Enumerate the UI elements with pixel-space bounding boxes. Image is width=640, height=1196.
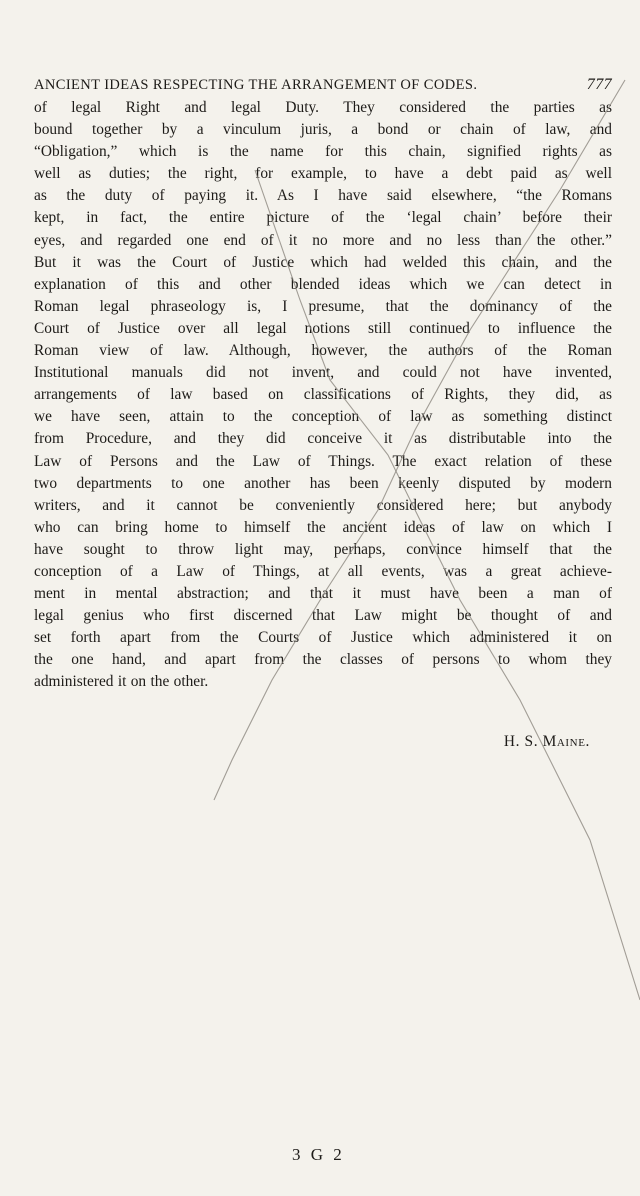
text-line: who can bring home to himself the ancient ideas of law on which I xyxy=(34,518,612,536)
text-line: administered it on the other. xyxy=(34,673,209,691)
body-paragraph xyxy=(34,97,612,694)
text-line: arrangements of law based on classifications of Rights, they did, as xyxy=(34,386,612,404)
text-line: writers, and it cannot be conveniently considered here; but anybody xyxy=(34,496,612,514)
text-line: conception of a Law of Things, at all events, was a great achieve- xyxy=(34,562,612,580)
text-line: legal genius who first discerned that Law might be thought of and xyxy=(34,607,612,625)
text-line: Roman view of law. Although, however, the authors of the Roman xyxy=(34,342,612,360)
author-name: H. S. Maine. xyxy=(503,733,590,750)
text-line: Court of Justice over all legal notions still continued to influence the xyxy=(34,319,612,337)
text-line: Law of Persons and the Law of Things. The exact relation of these xyxy=(34,452,612,470)
text-line: well as duties; the right, for example, to have a debt paid as well xyxy=(34,165,612,183)
text-line: set forth apart from the Courts of Justice which administered it on xyxy=(34,629,612,647)
printer-signature-mark: 3 G 2 xyxy=(292,1145,345,1164)
author-signature xyxy=(504,733,590,751)
text-line: of legal Right and legal Duty. They considered the parties as xyxy=(34,99,612,116)
text-line: Institutional manuals did not invent, and could not have invented, xyxy=(34,364,612,382)
text-line: the one hand, and apart from the classes of persons to whom they xyxy=(34,651,612,669)
text-line: ment in mental abstraction; and that it must have been a man of xyxy=(34,585,612,603)
text-line: we have seen, attain to the conception of law as something distinct xyxy=(34,408,612,426)
running-title: ANCIENT IDEAS RESPECTING THE ARRANGEMENT OF CODES. xyxy=(34,77,478,93)
text-line: Roman legal phraseology is, I presume, that the dominancy of the xyxy=(34,297,612,315)
text-line: bound together by a vinculum juris, a bond or chain of law, and xyxy=(34,121,612,139)
running-header xyxy=(34,76,612,94)
text-line: eyes, and regarded one end of it no more and no less than the other.” xyxy=(34,231,612,249)
text-line: explanation of this and other blended ideas which we can detect in xyxy=(34,275,612,293)
text-line: as the duty of paying it. As I have said elsewhere, “the Romans xyxy=(34,187,612,205)
text-line: have sought to throw light may, perhaps, convince himself that the xyxy=(34,540,612,558)
text-line: “Obligation,” which is the name for this chain, signified rights as xyxy=(34,143,612,161)
text-line: But it was the Court of Justice which had welded this chain, and the xyxy=(34,253,612,271)
text-line: from Procedure, and they did conceive it as distributable into the xyxy=(34,430,612,448)
text-line: kept, in fact, the entire picture of the ‘legal chain’ before their xyxy=(34,209,612,227)
page-number: 777 xyxy=(586,76,612,93)
text-line: two departments to one another has been keenly disputed by modern xyxy=(34,474,612,492)
